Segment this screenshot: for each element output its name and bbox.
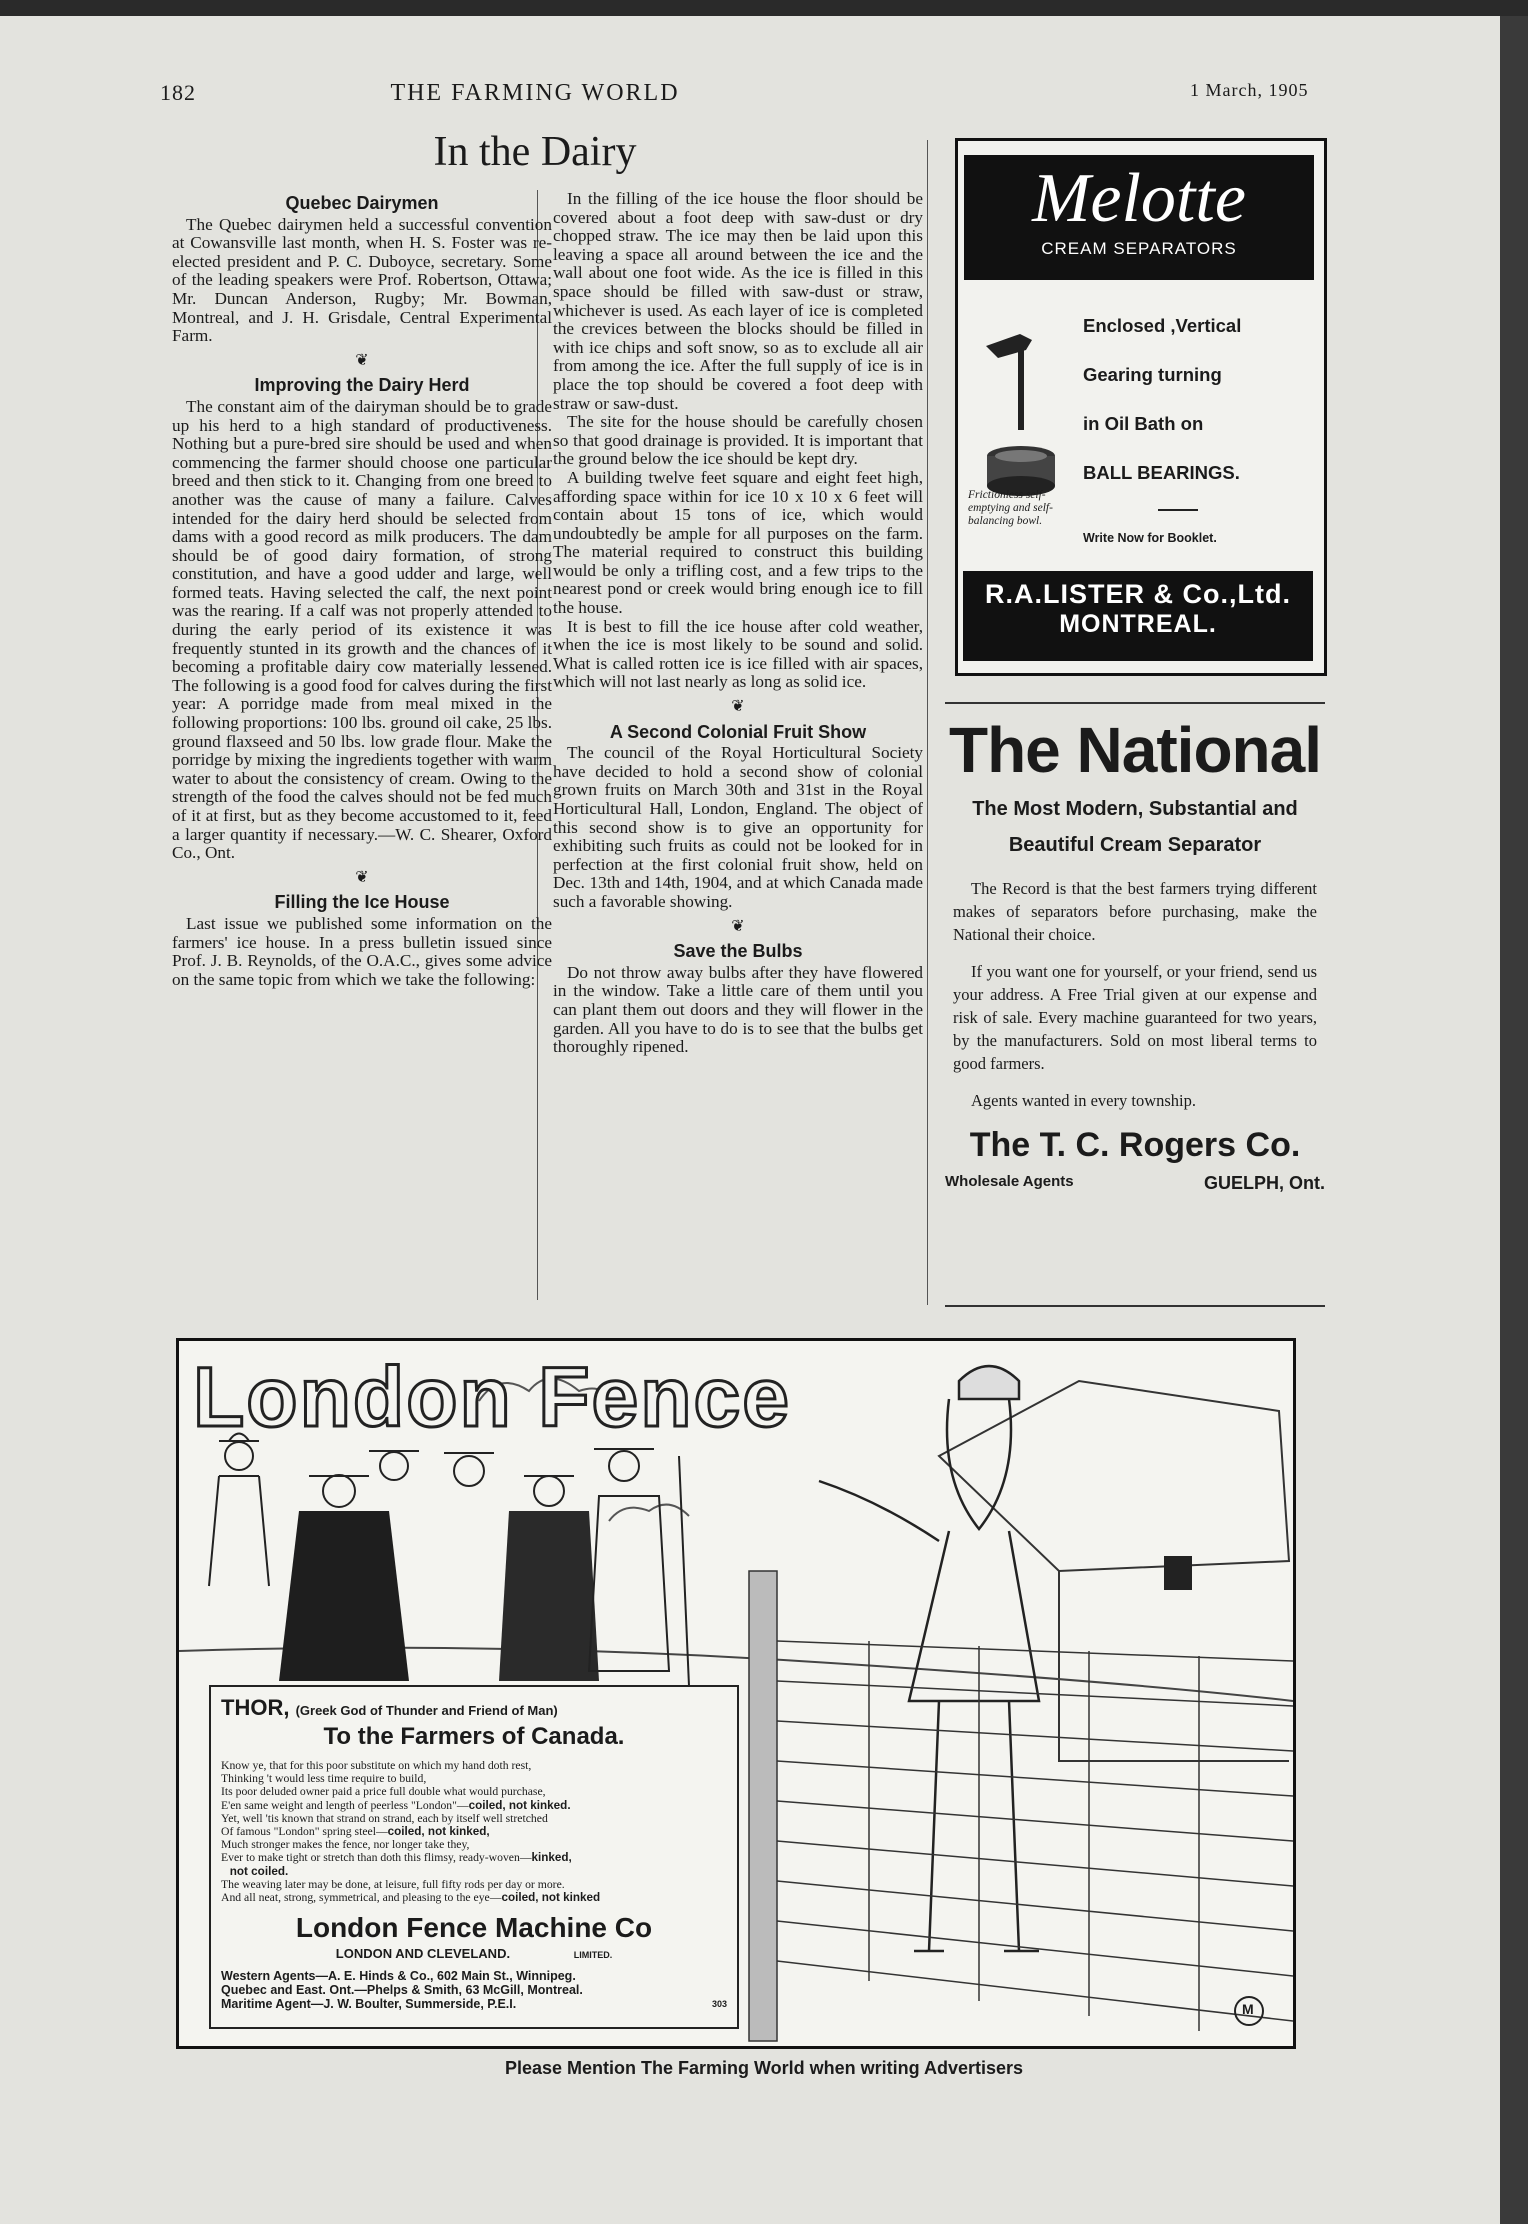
poem-emphasis: kinked, bbox=[531, 1851, 572, 1865]
scan-edge-top bbox=[0, 0, 1528, 16]
article-title: Improving the Dairy Herd bbox=[254, 375, 470, 396]
london-fence-ad bbox=[176, 1338, 1296, 2049]
poem-line bbox=[221, 1851, 727, 1864]
london-fence-locations bbox=[221, 1946, 727, 1961]
divider bbox=[1158, 509, 1198, 511]
agent-line: Quebec and East. Ont.—Phelps & Smith, 63 McGill, Montreal. bbox=[221, 1983, 583, 1998]
article-title: Filling the Ice House bbox=[274, 892, 450, 913]
poem-line: Much stronger makes the fence, nor longer take they, bbox=[221, 1838, 470, 1852]
thor-note: (Greek God of Thunder and Friend of Man) bbox=[295, 1703, 558, 1718]
national-para: The Record is that the best farmers trying different makes of separators before purchasing, make the National their choice. bbox=[953, 879, 1317, 944]
article-body: The Quebec dairymen held a successful convention at Cowansville last month, when H. S. Foster was re-elected president and P. C. Duboyce, secretary. Some of the leading speakers were Prof. Robertson, Ottawa; Mr. Duncan Anderson, Rugby; Mr. Bowman, Montreal, and J. H. Grisdale, Central Experimental Farm. bbox=[172, 214, 552, 346]
ad-divider bbox=[945, 1305, 1325, 1307]
agent-text: Maritime Agent—J. W. Boulter, Summerside, P.E.I. bbox=[221, 1997, 517, 2012]
poem-line: Thinking 't would less time require to build, bbox=[221, 1772, 427, 1786]
feature-line: BALL BEARINGS. bbox=[1083, 462, 1240, 483]
ad-code: 303 bbox=[711, 1999, 727, 2010]
article-body: The site for the house should be carefully chosen so that good drainage is provided. It is important that the ground below the ice should be kept dry. bbox=[553, 412, 923, 469]
ornament-separator: ❦ bbox=[731, 698, 745, 716]
article-title: A Second Colonial Fruit Show bbox=[609, 721, 867, 742]
poem-line: Its poor deluded owner paid a price full double what would purchase, bbox=[221, 1785, 546, 1799]
melotte-ad bbox=[955, 138, 1327, 676]
article-body: In the filling of the ice house the floor should be covered about a foot deep with saw-dust or dry chopped straw. The ice may then be laid upon this leaving a space all around between the ice and the wall about one foot wide. As the ice is filled in this space should be filled with saw-dust or straw, whichever is used. As each layer of ice is completed the crevices between the blocks should be filled in with ice chips and soft snow, so as to exclude all air from among the ice. After the full supply of ice is in place the top should be covered a foot deep with straw or saw-dust. bbox=[553, 189, 923, 413]
issue-date: 1 March, 1905 bbox=[1190, 80, 1309, 100]
poem-line: Know ye, that for this poor substitute on which my hand doth rest, bbox=[221, 1759, 532, 1772]
feature-line: in Oil Bath on bbox=[1083, 413, 1204, 434]
melotte-features bbox=[1083, 301, 1313, 497]
agent-line: Western Agents—A. E. Hinds & Co., 602 Main St., Winnipeg. bbox=[221, 1969, 576, 1984]
melotte-company-block bbox=[963, 571, 1313, 661]
melotte-company: R.A.LISTER & Co.,Ltd. bbox=[985, 579, 1291, 609]
melotte-header bbox=[964, 155, 1314, 280]
ornament-separator: ❦ bbox=[731, 917, 745, 935]
ornament-separator: ❦ bbox=[355, 351, 369, 369]
thor-message-box bbox=[209, 1685, 739, 2029]
article-body: A building twelve feet square and eight feet high, affording space within for ice 10 x 10 x 6 feet will contain about 15 tons of ice, which would undoubtedly be ample for all purposes on the farm. The material required to construct this building would be only a trifling cost, and a few trips to the nearest pond or creek would bring enough ice to fill the house. bbox=[553, 467, 923, 618]
national-agents: Agents wanted in every township. bbox=[971, 1091, 1196, 1110]
london-fence-agents bbox=[221, 1969, 727, 2011]
ornament-separator: ❦ bbox=[355, 868, 369, 886]
poem-emphasis: not coiled. bbox=[229, 1864, 289, 1878]
article-body: The council of the Royal Horticultural Society have decided to hold a second show of colonial grown fruits on March 30th and 31st in the Royal Horticultural Hall, London, England. The object of this second show is to give an opportunity for exhibiting such fruits as could not be looked for in perfection at the first colonial fruit show, held on Dec. 13th and 14th, 1904, and at which Canada made such a favorable showing. bbox=[553, 743, 923, 911]
london-fence-title: London Fence bbox=[193, 1350, 791, 1444]
poem-text: Ever to make tight or stretch than doth this flimsy, ready-woven— bbox=[221, 1851, 532, 1865]
national-body bbox=[945, 877, 1325, 1112]
column-divider bbox=[927, 140, 928, 1305]
poem-text: Of famous "London" spring steel— bbox=[221, 1825, 388, 1839]
poem-line: Yet, well 'tis known that strand on strand, each by itself well stretched bbox=[221, 1811, 548, 1825]
thor-heading bbox=[221, 1695, 727, 1721]
poem-emphasis: coiled, not kinked. bbox=[468, 1798, 571, 1812]
wholesale-label: Wholesale Agents bbox=[945, 1173, 1074, 1190]
national-ad bbox=[945, 715, 1325, 1194]
poem-line bbox=[221, 1865, 727, 1878]
poem-emphasis: coiled, not kinked, bbox=[387, 1825, 490, 1839]
page-footer: Please Mention The Farming World when writing Advertisers bbox=[504, 2058, 1024, 2078]
national-company: The T. C. Rogers Co. bbox=[969, 1126, 1301, 1164]
national-title: The National bbox=[948, 714, 1322, 786]
poem-line bbox=[221, 1891, 727, 1904]
melotte-logo: Melotte bbox=[1032, 160, 1246, 237]
melotte-note: Frictionless self-emptying and self-balancing bowl. bbox=[968, 489, 1053, 527]
article-body: Last issue we published some information on the farmers' ice house. In a press bulletin issued since Prof. J. B. Reynolds, of the O.A.C., gives some advice on the same topic from which we take the following: bbox=[172, 913, 552, 989]
article-column-1 bbox=[172, 190, 552, 989]
poem-line bbox=[221, 1799, 727, 1812]
feature-line: Gearing turning bbox=[1083, 364, 1222, 385]
article-column-2 bbox=[553, 190, 923, 1057]
ad-divider bbox=[945, 702, 1325, 704]
feature-line: Enclosed ,Vertical bbox=[1083, 315, 1242, 336]
london-fence-company: London Fence Machine Co bbox=[295, 1912, 653, 1944]
poem-text: And all neat, strong, symmetrical, and pleasing to the eye— bbox=[221, 1891, 502, 1905]
scan-edge-right bbox=[1500, 16, 1528, 2224]
gear-mechanism-icon bbox=[980, 306, 1062, 506]
article-body: The constant aim of the dairyman should be to grade up his herd to a high standard of productiveness. Nothing but a pure-bred sire should be used and when commencing the farmer should choose one particular breed and then stick to it. Changing from one breed to another was the cause of many a failure. Calves intended for the dairy herd should be selected from dams with a good record as milk producers. The dam should be of good dairy formation, of strong constitution, and have a good udder and large, well formed teats. Having selected the calf, the next point was the rearing. If a calf was not properly attended to during the early period of its existence it was frequently stunted in its growth and the chances of it becoming a profitable dairy cow materially lessened. The following is a good food for calves during the first year: A porridge made from meal mixed in the following proportions: 100 lbs. ground oil cake, 25 lbs. ground flaxseed and 50 lbs. low grade flour. Make the porridge by mixing the ingredients together with warm water to about the consistency of cream. Owing to the strength of the food the calves should not be fed much of it at first, but as they become accustomed to it, feed a larger quantity if necessary.—W. C. Shearer, Oxford Co., Ont. bbox=[172, 396, 552, 863]
agent-line bbox=[221, 1997, 727, 2011]
poem-text: E'en same weight and length of peerless "London"— bbox=[221, 1798, 469, 1812]
article-body: It is best to fill the ice house after cold weather, when the ice is most likely to be sound and solid. What is called rotten ice is ice filled with air spaces, which will not last nearly as long as solid ice. bbox=[553, 616, 923, 692]
national-subtitle: The Most Modern, Substantial and Beautiful Cream Separator bbox=[972, 798, 1298, 856]
article-title: Save the Bulbs bbox=[673, 941, 803, 962]
poem-emphasis: coiled, not kinked bbox=[501, 1891, 601, 1905]
section-title: In the Dairy bbox=[433, 129, 637, 175]
national-para: If you want one for yourself, or your friend, send us your address. A Free Trial given at our expense and risk of sale. Every machine guaranteed for two years, by the manufacturers. Sold on most liberal terms to good farmers. bbox=[953, 962, 1317, 1073]
page-number: 182 bbox=[160, 80, 196, 105]
limited-label: LIMITED. bbox=[573, 1950, 613, 1961]
publication-title: THE FARMING WORLD bbox=[390, 80, 680, 106]
locations-text: LONDON AND CLEVELAND. bbox=[335, 1946, 511, 1962]
thor-name: THOR, bbox=[221, 1695, 290, 1720]
melotte-subtitle: CREAM SEPARATORS bbox=[1041, 239, 1237, 258]
melotte-cta: Write Now for Booklet. bbox=[1083, 531, 1217, 545]
national-city: GUELPH, Ont. bbox=[1204, 1173, 1325, 1193]
article-body: Do not throw away bulbs after they have flowered in the window. Take a little care of them until you can plant them out doors and they will flower in the garden. All you have to do is to see that the bulbs get thoroughly ripened. bbox=[553, 962, 923, 1057]
melotte-city: MONTREAL. bbox=[1059, 610, 1217, 638]
thor-poem bbox=[221, 1759, 727, 1904]
poem-line: The weaving later may be done, at leisure, full fifty rods per day or more. bbox=[221, 1877, 565, 1891]
farmers-heading: To the Farmers of Canada. bbox=[323, 1723, 625, 1750]
poem-line bbox=[221, 1825, 727, 1838]
article-title: Quebec Dairymen bbox=[285, 193, 439, 213]
maker-badge-icon: M bbox=[1242, 2001, 1254, 2017]
